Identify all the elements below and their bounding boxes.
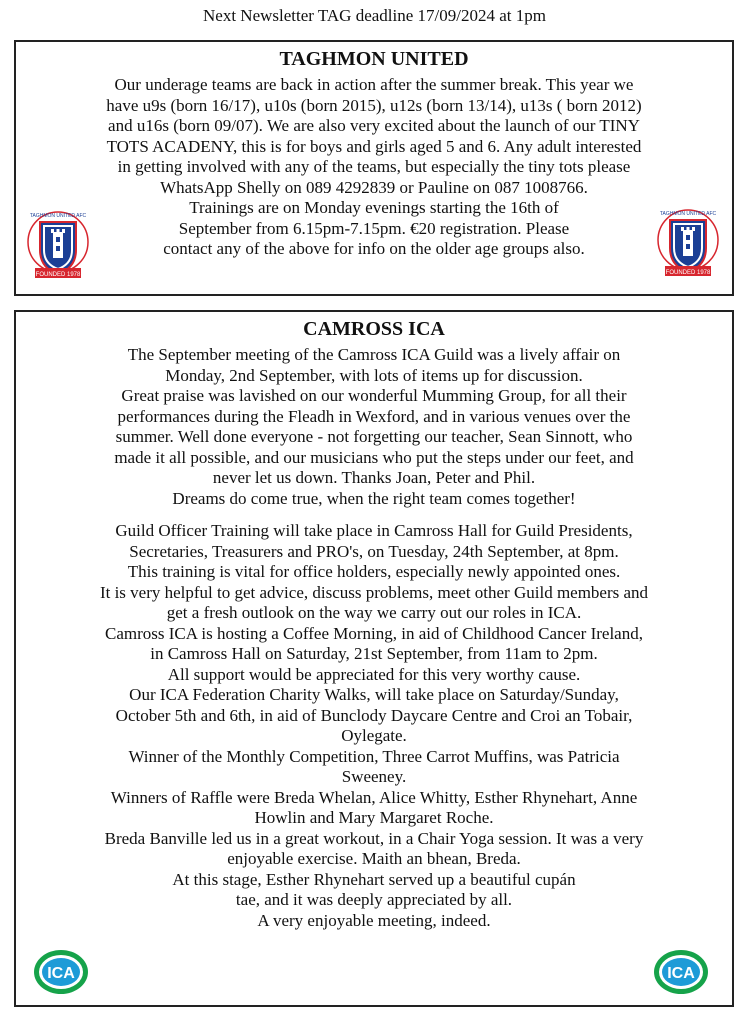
text-line: At this stage, Esther Rhynehart served up a beautiful cupán — [172, 869, 576, 889]
text-line: have u9s (born 16/17), u10s (born 2015), u12s (born 13/14), u13s ( born 2012) — [106, 95, 642, 115]
svg-text:FOUNDED 1978: FOUNDED 1978 — [35, 272, 81, 278]
text-line: Secretaries, Treasurers and PRO's, on Tuesday, 24th September, at 8pm. — [129, 541, 619, 561]
taghmon-body — [16, 75, 732, 260]
text-line: Sweeney. — [341, 767, 407, 786]
text-line: summer. Well done everyone - not forgetting our teacher, Sean Sinnott, who — [115, 427, 633, 446]
text-line: never let us down. Thanks Joan, Peter and Phil. — [212, 468, 536, 487]
svg-text:FOUNDED 1978: FOUNDED 1978 — [665, 270, 711, 276]
text-line: in getting involved with any of the teams, but especially the tiny tots please — [117, 157, 631, 176]
text-line: Howlin and Mary Margaret Roche. — [254, 808, 494, 827]
camross-ica-section — [14, 310, 734, 1007]
text-line: Our ICA Federation Charity Walks, will take place on Saturday/Sunday, — [129, 685, 619, 704]
svg-text:TAGHMON UNITED AFC: TAGHMON UNITED AFC — [659, 211, 717, 217]
text-line: This training is vital for office holders, especially newly appointed ones. — [127, 562, 621, 581]
text-line: Our underage teams are back in action after the summer break. This year we — [114, 75, 634, 94]
text-line: WhatsApp Shelly on 089 4292839 or Pauline on 087 1008766. — [160, 177, 588, 197]
text-line: Camross ICA is hosting a Coffee Morning, in aid of Childhood Cancer Ireland, — [105, 623, 643, 643]
camross-title: CAMROSS ICA — [303, 318, 445, 340]
text-line: contact any of the above for info on the older age groups also. — [163, 239, 585, 258]
text-line: get a fresh outlook on the way we carry out our roles in ICA. — [166, 603, 582, 622]
text-line: TOTS ACADENY, this is for boys and girls aged 5 and 6. Any adult interested — [106, 136, 642, 156]
text-line: Guild Officer Training will take place in Camross Hall for Guild Presidents, — [115, 521, 633, 540]
text-line: Winners of Raffle were Breda Whelan, Alice Whitty, Esther Rhynehart, Anne — [110, 787, 638, 807]
text-line: Monday, 2nd September, with lots of items up for discussion. — [165, 365, 583, 385]
svg-text:TAGHMON UNITED AFC: TAGHMON UNITED AFC — [29, 213, 87, 219]
taghmon-title: TAGHMON UNITED — [279, 48, 469, 70]
taghmon-united-section — [14, 40, 734, 296]
text-line: All support would be appreciated for this very worthy cause. — [167, 664, 581, 684]
ica-logo-left — [32, 948, 90, 996]
text-line: A very enjoyable meeting, indeed. — [257, 910, 491, 930]
camross-body — [16, 345, 732, 931]
text-line: The September meeting of the Camross ICA Guild was a lively affair on — [127, 345, 621, 364]
taghmon-crest-logo-right — [656, 204, 720, 280]
text-line: made it all possible, and our musicians who put the steps under our feet, and — [114, 447, 634, 467]
ica-logo-right — [652, 948, 710, 996]
text-line: Dreams do come true, when the right team comes together! — [172, 488, 576, 508]
text-line: enjoyable exercise. Maith an bhean, Breda. — [227, 849, 521, 868]
newsletter-deadline: Next Newsletter TAG deadline 17/09/2024 at 1pm — [203, 6, 546, 25]
text-line: Great praise was lavished on our wonderful Mumming Group, for all their — [121, 386, 627, 405]
text-line: performances during the Fleadh in Wexford, and in various venues over the — [117, 406, 631, 426]
text-line: September from 6.15pm-7.15pm. €20 registration. Please — [178, 218, 570, 238]
text-line: tae, and it was deeply appreciated by all. — [235, 890, 513, 909]
text-line: Trainings are on Monday evenings starting the 16th of — [189, 198, 559, 217]
svg-text:ICA: ICA — [667, 965, 695, 982]
text-line: and u16s (born 09/07). We are also very excited about the launch of our TINY — [108, 116, 640, 135]
text-line: Oylegate. — [341, 726, 407, 745]
text-line: in Camross Hall on Saturday, 21st September, from 11am to 2pm. — [150, 644, 598, 663]
taghmon-crest-logo-left — [26, 206, 90, 282]
text-line: Breda Banville led us in a great workout, in a Chair Yoga session. It was a very — [104, 828, 644, 848]
svg-text:ICA: ICA — [47, 965, 75, 982]
text-line: October 5th and 6th, in aid of Bunclody Daycare Centre and Croi an Tobair, — [115, 705, 633, 725]
text-line: It is very helpful to get advice, discuss problems, meet other Guild members and — [99, 582, 649, 602]
text-line: Winner of the Monthly Competition, Three Carrot Muffins, was Patricia — [128, 746, 620, 766]
